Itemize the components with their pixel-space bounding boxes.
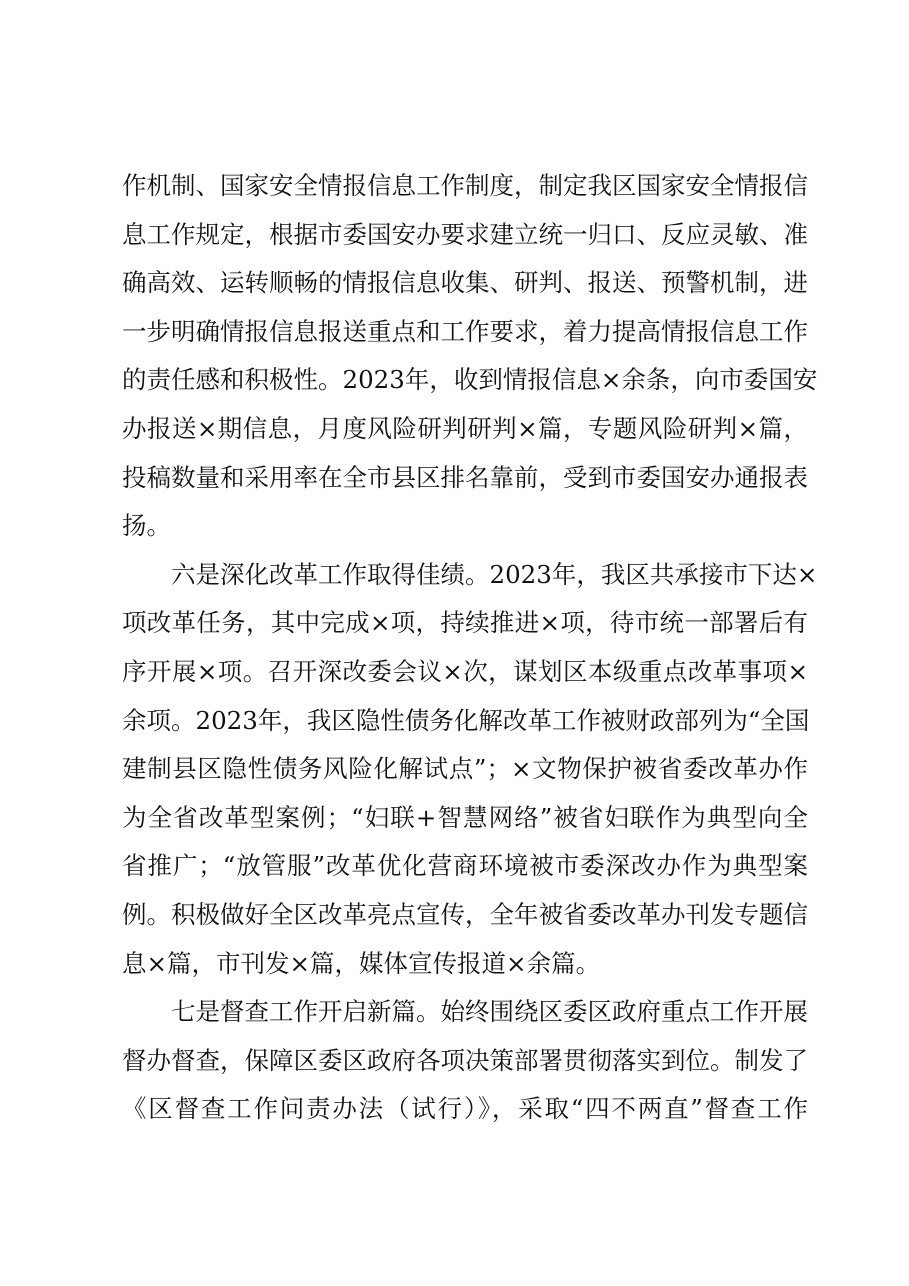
text-line: 例。积极做好全区改革亮点宣传，全年被省委改革办刊发专题信: [122, 899, 808, 929]
text-line: 序开展×项。召开深改委会议×次，谋划区本级重点改革事项×: [122, 656, 808, 686]
text-line: 息×篇，市刊发×篇，媒体宣传报道×余篇。: [122, 948, 601, 978]
text-line: 办报送×期信息，月度风险研判研判×篇，专题风险研判×篇，: [122, 413, 808, 443]
text-line: 建制县区隐性债务风险化解试点”；×文物保护被省委改革办作: [122, 754, 808, 784]
text-line: 督办督查，保障区委区政府各项决策部署贯彻落实到位。制发了: [122, 1045, 808, 1075]
text-line: 息工作规定，根据市委国安办要求建立统一归口、反应灵敏、准: [122, 219, 808, 249]
text-line: 投稿数量和采用率在全市县区排名靠前，受到市委国安办通报表: [122, 462, 808, 492]
text-line: 作机制、国家安全情报信息工作制度，制定我区国家安全情报信: [122, 171, 808, 200]
text-line: 《区督查工作问责办法（试行）》，采取“四不两直”督查工作: [122, 1094, 808, 1124]
text-line: 项改革任务，其中完成×项，持续推进×项，待市统一部署后有: [122, 608, 808, 638]
paragraph-6-first-line: 六是深化改革工作取得佳绩。2023年，我区共承接市下达×: [171, 559, 818, 589]
text-line: 为全省改革型案例；“妇联+智慧网络”被省妇联作为典型向全: [122, 802, 808, 832]
text-line: 的责任感和积极性。2023年，收到情报信息×余条，向市委国安: [122, 365, 818, 395]
text-line: 余项。2023年，我区隐性债务化解改革工作被财政部列为“全国: [122, 705, 810, 735]
body-text: [122, 162, 818, 1134]
paragraph-7-first-line: 七是督查工作开启新篇。始终围绕区委区政府重点工作开展: [171, 997, 808, 1027]
text-line: 一步明确情报信息报送重点和工作要求，着力提高情报信息工作: [122, 316, 808, 346]
text-line: 确高效、运转顺畅的情报信息收集、研判、报送、预警机制，进: [122, 268, 808, 298]
text-line: 省推广；“放管服”改革优化营商环境被市委深改办作为典型案: [122, 851, 808, 881]
text-line: 扬。: [122, 511, 171, 541]
